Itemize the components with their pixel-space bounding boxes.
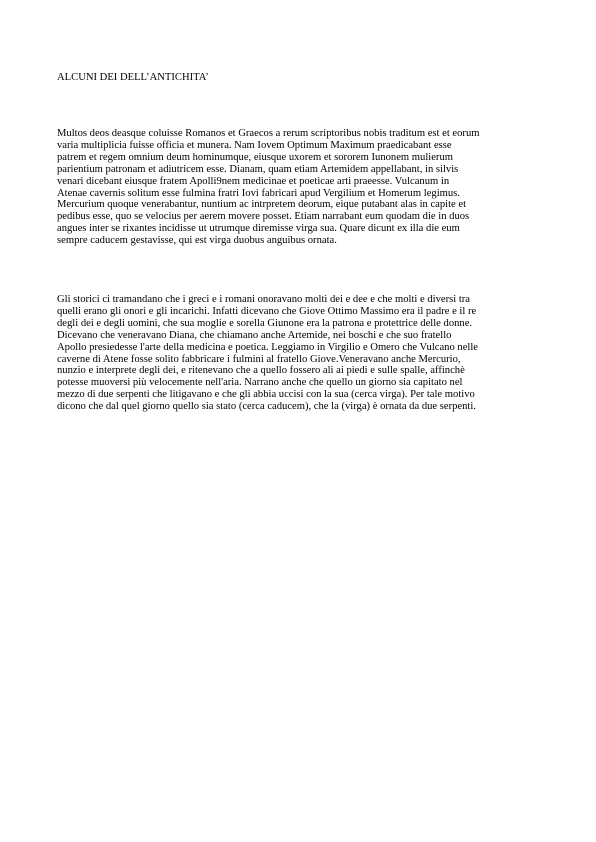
latin-line: patrem et regem omnium deum hominumque, eiusque uxorem et sororem Iunonem mulierum: [57, 151, 453, 163]
italian-line: mezzo di due serpenti che litigavano e che gli abbia uccisi con la sua (cerca virga). Per tale motivo: [57, 389, 475, 401]
latin-line: parientium patronam et adiutricem esse. Dianam, quam etiam Artemidem appellabant, in silvis: [57, 163, 459, 175]
latin-line: Multos deos deasque coluisse Romanos et Graecos a rerum scriptoribus nobis traditum est et eorum: [57, 128, 480, 139]
italian-line: dicono che dal quel giorno quello sia stato (cerca caducem), che la (virga) è ornata da due serpenti.: [57, 401, 476, 413]
latin-line: sempre caducem gestavisse, qui est virga duobus anguibus ornata.: [57, 235, 337, 247]
latin-line: angues inter se rixantes incidisse ut utrumque diremisse virga sua. Quare dicunt ex illa die eum: [57, 223, 460, 235]
italian-line: Gli storici ci tramandano che i greci e i romani onoravano molti dei e dee e che molti e diversi tra: [57, 294, 471, 305]
latin-line: Atenae cavernis solitum esse fulmina fratri Iovi fabricari apud Vergilium et Homerum legimus.: [57, 187, 460, 199]
document-title: ALCUNI DEI DELL’ANTICHITA’: [57, 72, 209, 83]
latin-paragraph: [57, 128, 547, 247]
italian-paragraph: [57, 294, 547, 413]
italian-line: potesse muoversi più velocemente nell'aria. Narrano anche che quello un giorno sia capitato nel: [57, 377, 463, 389]
italian-line: nunzio e interprete degli dei, e ritenevano che a quello fossero ali ai piedi e sulle spalle, affinchè: [57, 365, 465, 377]
latin-line: pedibus esse, quo se velocius per aerem movere posset. Etiam narrabant eum quodam die in duos: [57, 211, 470, 223]
latin-line: venari dicebant eiusque fratem Apolli9nem medicinae et poeticae arti praeesse. Vulcanum in: [57, 175, 450, 187]
italian-line: Dicevano che veneravano Diana, che chiamano anche Artemide, nei boschi e che suo fratello: [57, 329, 452, 341]
latin-line: Mercurium quoque venerabantur, nuntium ac intrpretem deorum, eique putabant alas in capite et: [57, 199, 467, 211]
italian-line: caverne di Atene fosse solito fabbricare i fulmini al fratello Giove.Veneravano anche Mercurio,: [57, 353, 461, 365]
italian-line: degli dei e degli uomini, che sua moglie e sorella Giunone era la patrona e protettrice delle donne.: [57, 317, 473, 329]
italian-line: Apollo presiedesse l'arte della medicina e poetica. Leggiamo in Virgilio e Omero che Vulcano nelle: [57, 341, 479, 353]
italian-line: quelli erano gli onori e gli incarichi. Infatti dicevano che Giove Ottimo Massimo era il padre e il re: [57, 305, 477, 317]
latin-line: varia multiplicia fuisse officia et munera. Nam Iovem Optimum Maximum praedicabant esse: [57, 139, 452, 151]
